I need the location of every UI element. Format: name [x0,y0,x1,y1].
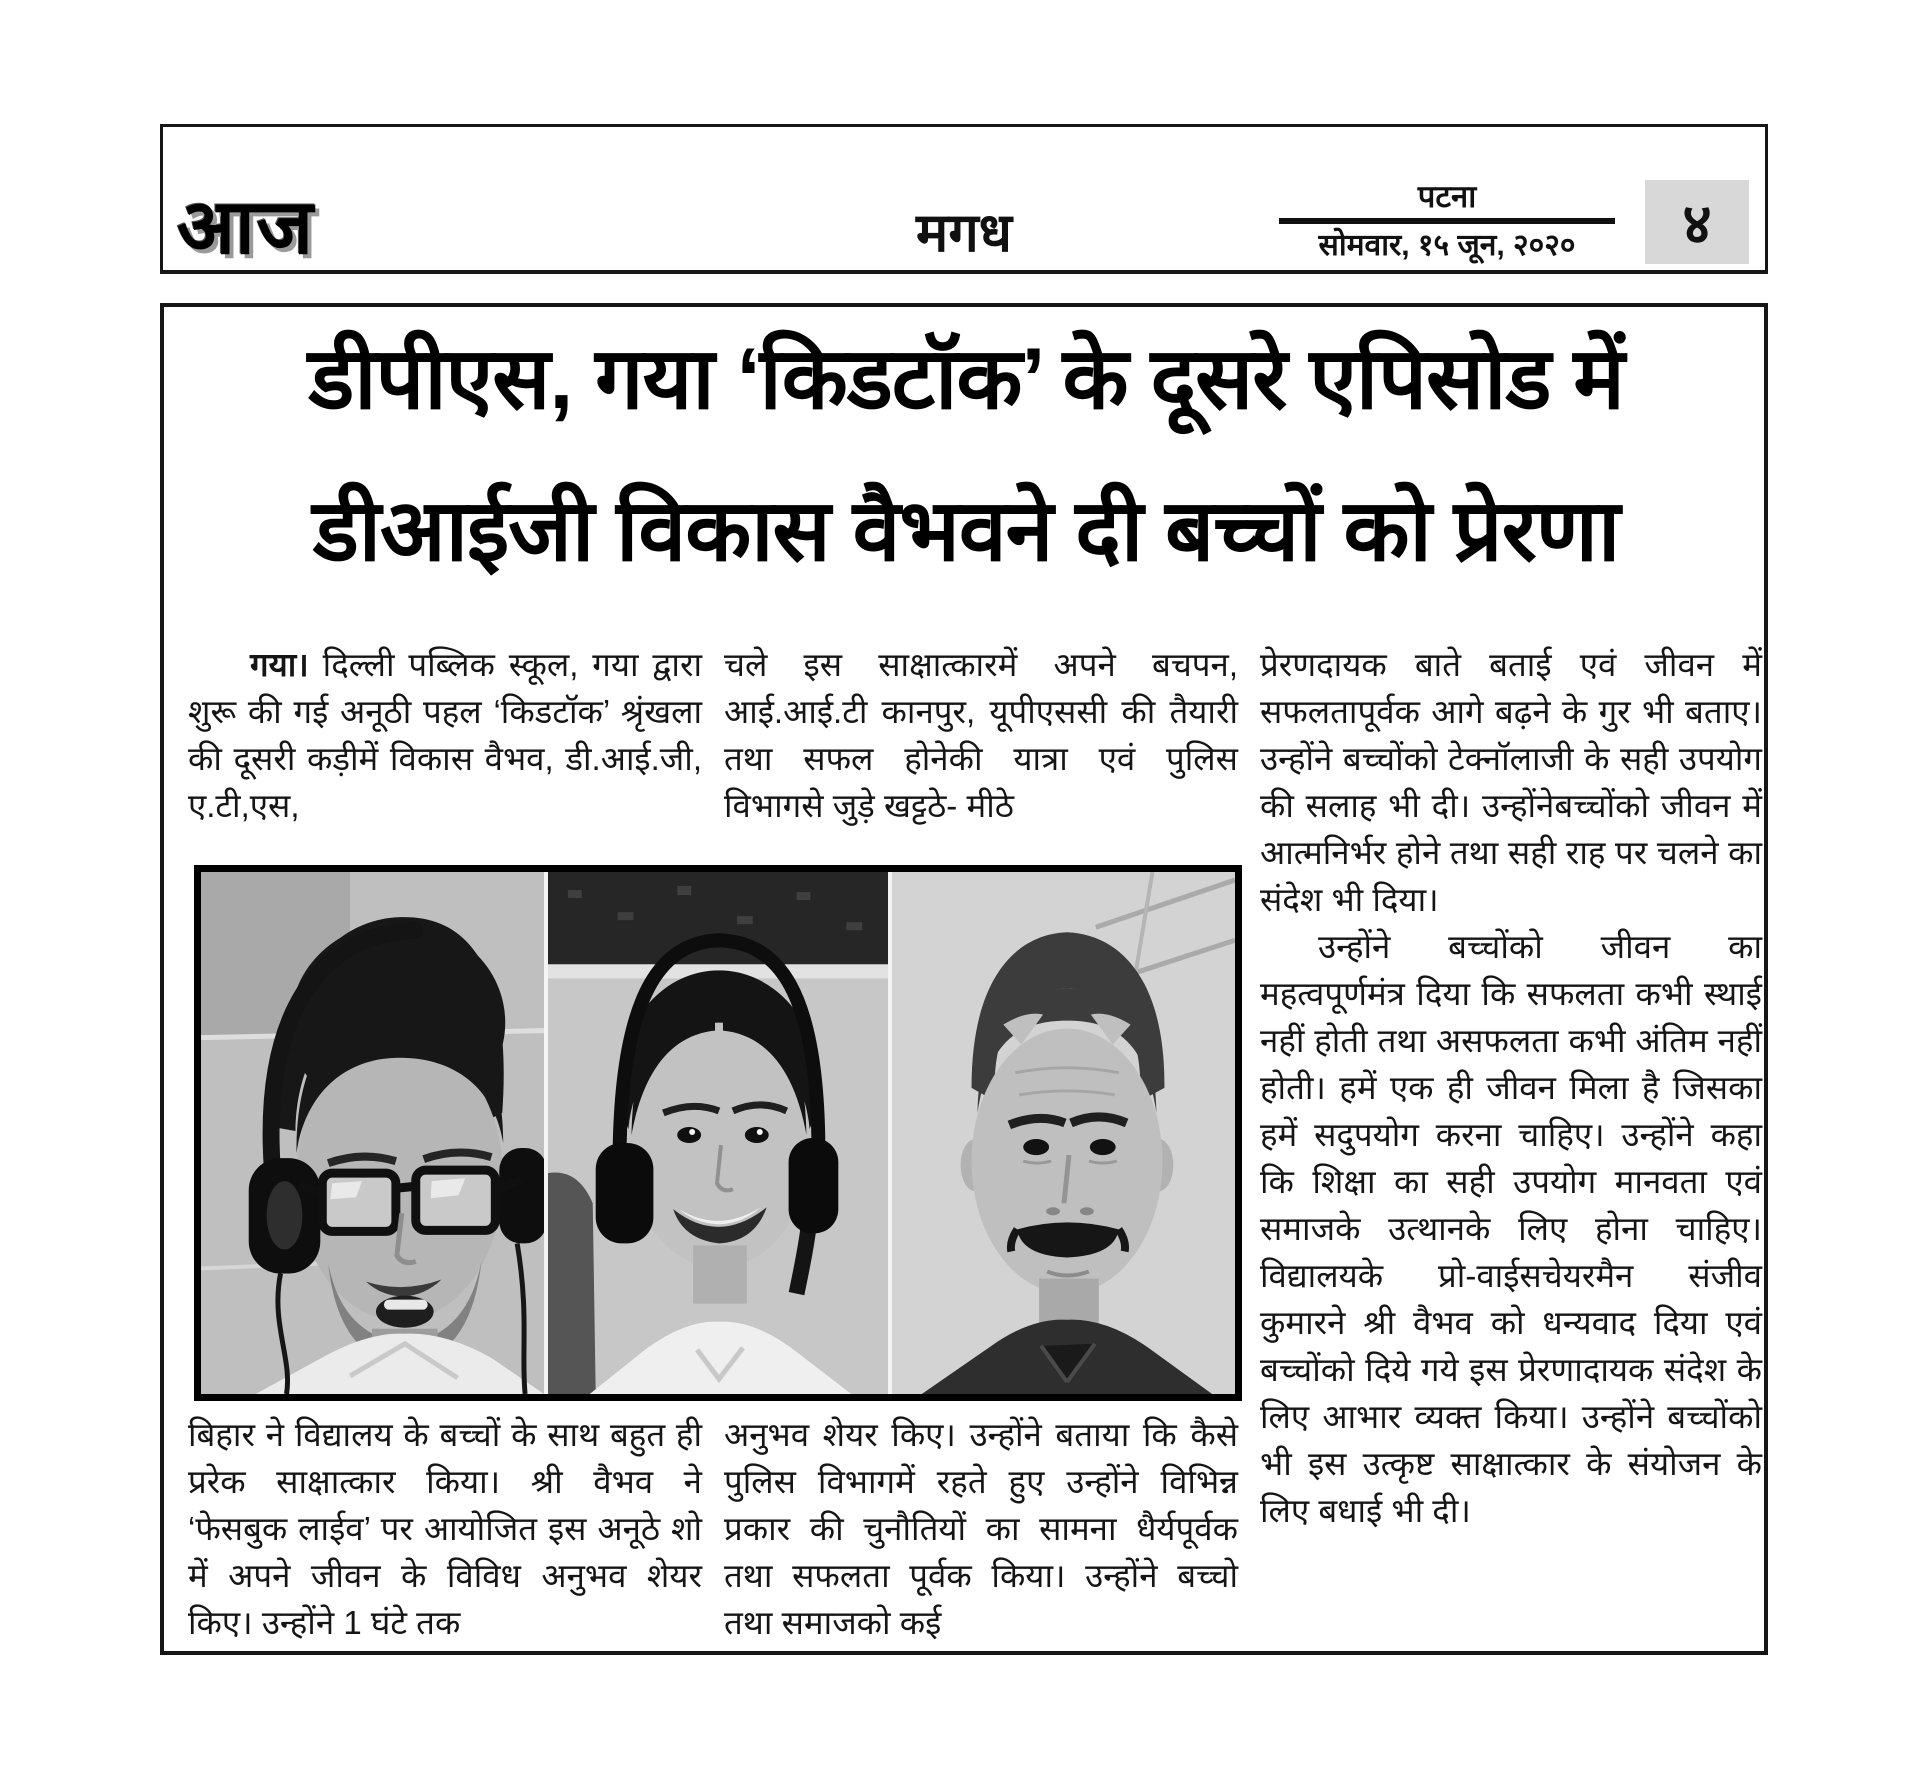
column1-top-text: दिल्ली पब्लिक स्कूल, गया द्वारा शुरू की गई अनूठी पहल ‘किडटॉक’ श्रृंखला की दूसरी कड़ीमें विकास वैभव, डी.आई.जी, ए.टी,एस, [188,646,702,824]
photo-illustration [201,872,1235,1394]
news-article [160,303,1768,1655]
column2-top-paragraph: चले इस साक्षात्कारमें अपने बचपन, आई.आई.टी कानपुर, यूपीएससी की तैयारी तथा सफल होनेकी यात्रा एवं पुलिस विभागसे जुड़े खट्टठे- मीठे [724,646,1238,824]
person-student-male [201,872,547,1394]
article-headline [174,303,1758,607]
article-photo [194,865,1242,1401]
edition-divider [1279,218,1615,224]
section-title: मगध [916,203,1012,263]
newspaper-logo: आज [177,185,316,270]
headline-line-2: डीआईजी विकास वैभवने दी बच्चों को प्रेरणा [312,483,1620,579]
newspaper-header [160,124,1768,274]
edition-block [1279,179,1615,262]
edition-date: सोमवार, १५ जून, २०२० [1318,229,1576,262]
person-dig-officer [892,872,1235,1394]
page-number-badge: ४ [1645,180,1749,264]
person-student-female [548,872,888,1394]
column1-bottom-paragraph: बिहार ने विद्यालय के बच्चों के साथ बहुत ही प्ररेक साक्षात्कार किया। श्री वैभव ने ‘फेसबुक लाईव’ पर आयोजित इस अनूठे शो में अपने जीवन के विविध अनुभव शेयर किए। उन्होंने 1 घंटे तक [188,1416,702,1641]
column1-top-paragraph [188,641,702,829]
headline-line-1: डीपीएस, गया ‘किडटॉक’ के दूसरे एपिसोड में [308,331,1624,427]
dateline: गया। [250,646,309,683]
column3-text [1260,641,1762,1534]
edition-city: पटना [1417,179,1477,215]
column3-paragraph-2: उन्होंने बच्चोंको जीवन का महत्वपूर्णमंत्र दिया कि सफलता कभी स्थाई नहीं होती तथा असफलता कभी अंतिम नहीं होती। हमें एक ही जीवन मिला है जिसका हमें सदुपयोग करना चाहिए। उन्होंने कहा कि शिक्षा का सही उपयोग मानवता एवं समाजके उत्थानके लिए होना चाहिए। विद्यालयके प्रो-वाईसचेयरमैन संजीव कुमारने श्री वैभव को धन्यवाद दिया एवं बच्चोंको दिये गये इस प्रेरणादायक संदेश के लिए आभार व्यक्त किया। उन्होंने बच्चोंको भी इस उत्कृष्ट साक्षात्कार के संयोजन के लिए बधाई भी दी। [1260,928,1762,1529]
column3-paragraph-1: प्रेरणदायक बाते बताई एवं जीवन में सफलतापूर्वक आगे बढ़ने के गुर भी बताए। उन्होंने बच्चोंको टेक्नॉलाजी के सही उपयोग की सलाह भी दी। उन्होंनेबच्चोंको जीवन में आत्मनिर्भर होने तथा सही राह पर चलने का संदेश भी दिया। [1260,646,1762,918]
column2-bottom-paragraph: अनुभव शेयर किए। उन्होंने बताया कि कैसे पुलिस विभागमें रहते हुए उन्होंने विभिन्न प्रकार की चुनौतियों का सामना धैर्यपूर्वक तथा सफलता पूर्वक किया। उन्होंने बच्चो तथा समाजको कई [724,1416,1238,1641]
